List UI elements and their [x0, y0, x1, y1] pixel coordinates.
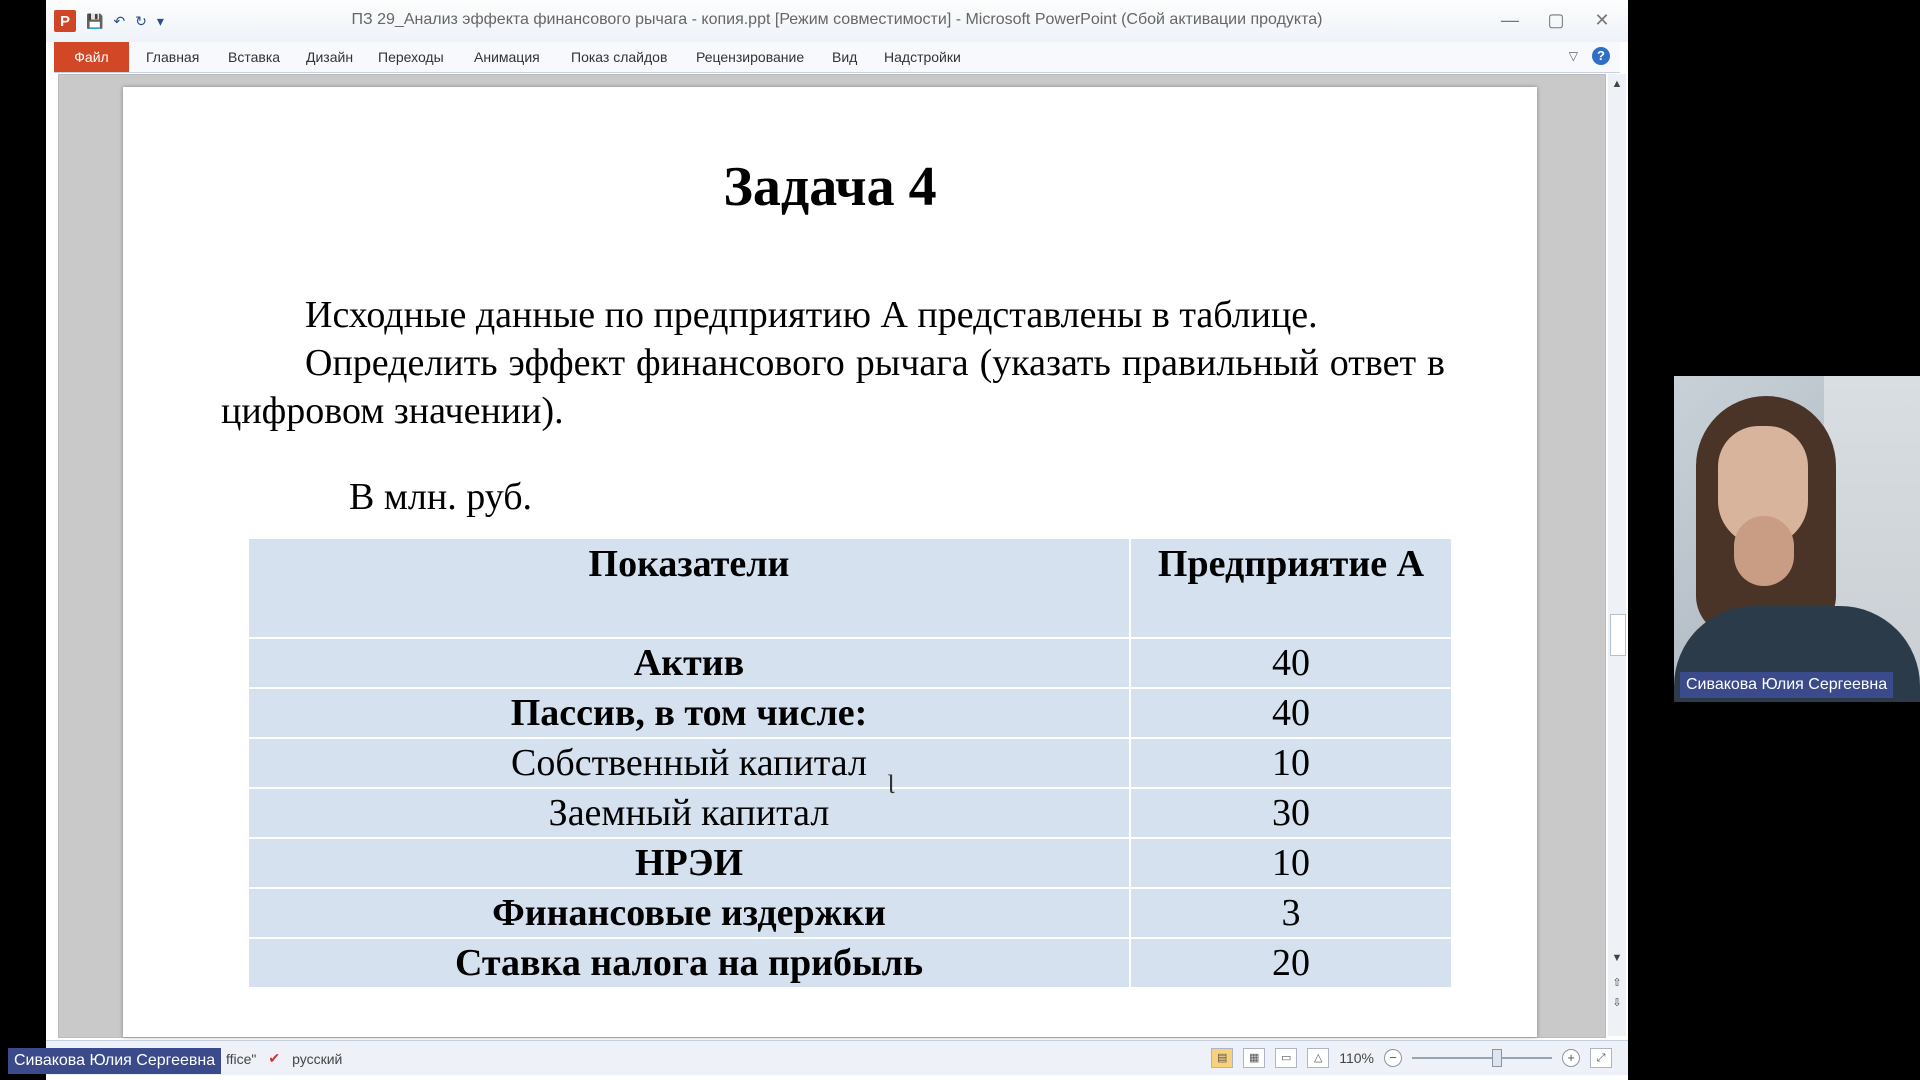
maximize-icon[interactable]: ▢ [1547, 10, 1565, 30]
row-label: Ставка налога на прибыль [249, 939, 1129, 987]
zoom-in-icon[interactable]: + [1562, 1049, 1580, 1067]
next-slide-icon[interactable]: ⇩ [1612, 997, 1622, 1009]
tab-view[interactable]: Вид [832, 49, 858, 65]
window-controls [1496, 8, 1616, 32]
slide-sorter-icon[interactable]: ▦ [1243, 1048, 1265, 1068]
ribbon-collapse-icon[interactable]: ▽ [1568, 49, 1578, 63]
tab-addins[interactable]: Надстройки [884, 49, 961, 65]
slide-paragraph-2[interactable]: Определить эффект финансового рычага (указать правильный ответ в цифровом значении). [221, 342, 1445, 432]
minimize-icon[interactable]: — [1501, 10, 1519, 30]
vertical-scrollbar[interactable] [1608, 74, 1626, 1036]
normal-view-icon[interactable]: ▤ [1211, 1048, 1233, 1068]
row-label: Актив [249, 639, 1129, 687]
row-label: НРЭИ [249, 839, 1129, 887]
theme-name[interactable]: ffice" [226, 1050, 257, 1067]
ribbon-tabs [54, 42, 1620, 73]
tab-home[interactable]: Главная [146, 49, 200, 65]
row-value: 10 [1131, 739, 1451, 787]
participant-video[interactable] [1674, 376, 1920, 702]
row-value: 40 [1131, 689, 1451, 737]
slide-canvas[interactable] [123, 87, 1537, 1037]
tab-animations[interactable]: Анимация [474, 49, 540, 65]
close-icon[interactable]: ✕ [1594, 10, 1610, 30]
table-row [249, 789, 1451, 837]
row-label: Заемный капитал [249, 789, 1129, 837]
tab-insert[interactable]: Вставка [228, 49, 281, 65]
header-enterprise: Предприятие А [1131, 539, 1451, 637]
table-row [249, 639, 1451, 687]
table-header-row [249, 539, 1451, 637]
tab-transitions[interactable]: Переходы [378, 49, 444, 65]
slide-title[interactable]: Задача 4 [723, 156, 937, 218]
powerpoint-window [46, 0, 1628, 1080]
previous-slide-icon[interactable]: ⇧ [1612, 977, 1622, 989]
scroll-up-icon[interactable]: ▲ [1611, 78, 1623, 90]
title-bar [46, 0, 1628, 42]
table-row [249, 839, 1451, 887]
language-indicator[interactable]: русский [292, 1050, 343, 1067]
zoom-slider-thumb[interactable] [1492, 1049, 1502, 1067]
row-value: 40 [1131, 639, 1451, 687]
row-value: 30 [1131, 789, 1451, 837]
video-name-tag: Сивакова Юлия Сергеевна [1680, 672, 1893, 698]
table-row [249, 889, 1451, 937]
header-indicators: Показатели [249, 539, 1129, 637]
units-label[interactable]: В млн. руб. [349, 476, 533, 518]
row-label: Пассив, в том числе: [249, 689, 1129, 737]
customize-toolbar-icon[interactable]: ▾ [156, 12, 164, 29]
tab-design[interactable]: Дизайн [306, 49, 354, 65]
row-label: Собственный капитал [249, 739, 1129, 787]
row-label: Финансовые издержки [249, 889, 1129, 937]
zoom-out-icon[interactable]: − [1384, 1049, 1402, 1067]
reading-view-icon[interactable]: ▭ [1275, 1048, 1297, 1068]
powerpoint-app-icon[interactable]: P [54, 10, 76, 32]
status-bar [46, 1040, 1628, 1075]
save-icon[interactable]: 💾 [86, 12, 104, 29]
status-left [226, 1050, 342, 1067]
table-row [249, 739, 1451, 787]
redo-icon[interactable]: ↻ [135, 12, 147, 29]
tab-slideshow[interactable]: Показ слайдов [571, 49, 668, 65]
fit-to-window-icon[interactable]: ⤢ [1590, 1048, 1612, 1068]
slide-editing-area [58, 74, 1606, 1038]
window-title: ПЗ 29_Анализ эффекта финансового рычага - копия.ppt [Режим совместимости] - Microsoft PowerPoint (Сбой активации продукта) [351, 11, 1323, 28]
tab-review[interactable]: Рецензирование [696, 49, 805, 65]
ribbon-right-controls [1569, 47, 1610, 65]
row-value: 3 [1131, 889, 1451, 937]
scrollbar-thumb[interactable] [1610, 614, 1626, 656]
zoom-level[interactable]: 110% [1339, 1050, 1374, 1066]
tab-file[interactable]: Файл [54, 42, 129, 72]
spellcheck-icon[interactable]: ✔ [268, 1050, 281, 1066]
video-person-hand [1734, 516, 1794, 586]
help-icon[interactable]: ? [1592, 47, 1610, 65]
table-row [249, 939, 1451, 987]
presenter-name-tag: Сивакова Юлия Сергеевна [8, 1048, 221, 1074]
undo-icon[interactable]: ↶ [113, 12, 126, 29]
slideshow-view-icon[interactable]: △ [1307, 1048, 1329, 1068]
status-right [1211, 1048, 1612, 1068]
zoom-slider[interactable] [1412, 1057, 1552, 1059]
row-value: 10 [1131, 839, 1451, 887]
text-cursor-icon: Ɩ [888, 770, 895, 799]
data-table[interactable] [247, 537, 1453, 989]
table-row [249, 689, 1451, 737]
row-value: 20 [1131, 939, 1451, 987]
scroll-down-icon[interactable]: ▼ [1611, 952, 1623, 964]
slide-paragraph-1[interactable]: Исходные данные по предприятию А представлены в таблице. [305, 294, 1318, 336]
